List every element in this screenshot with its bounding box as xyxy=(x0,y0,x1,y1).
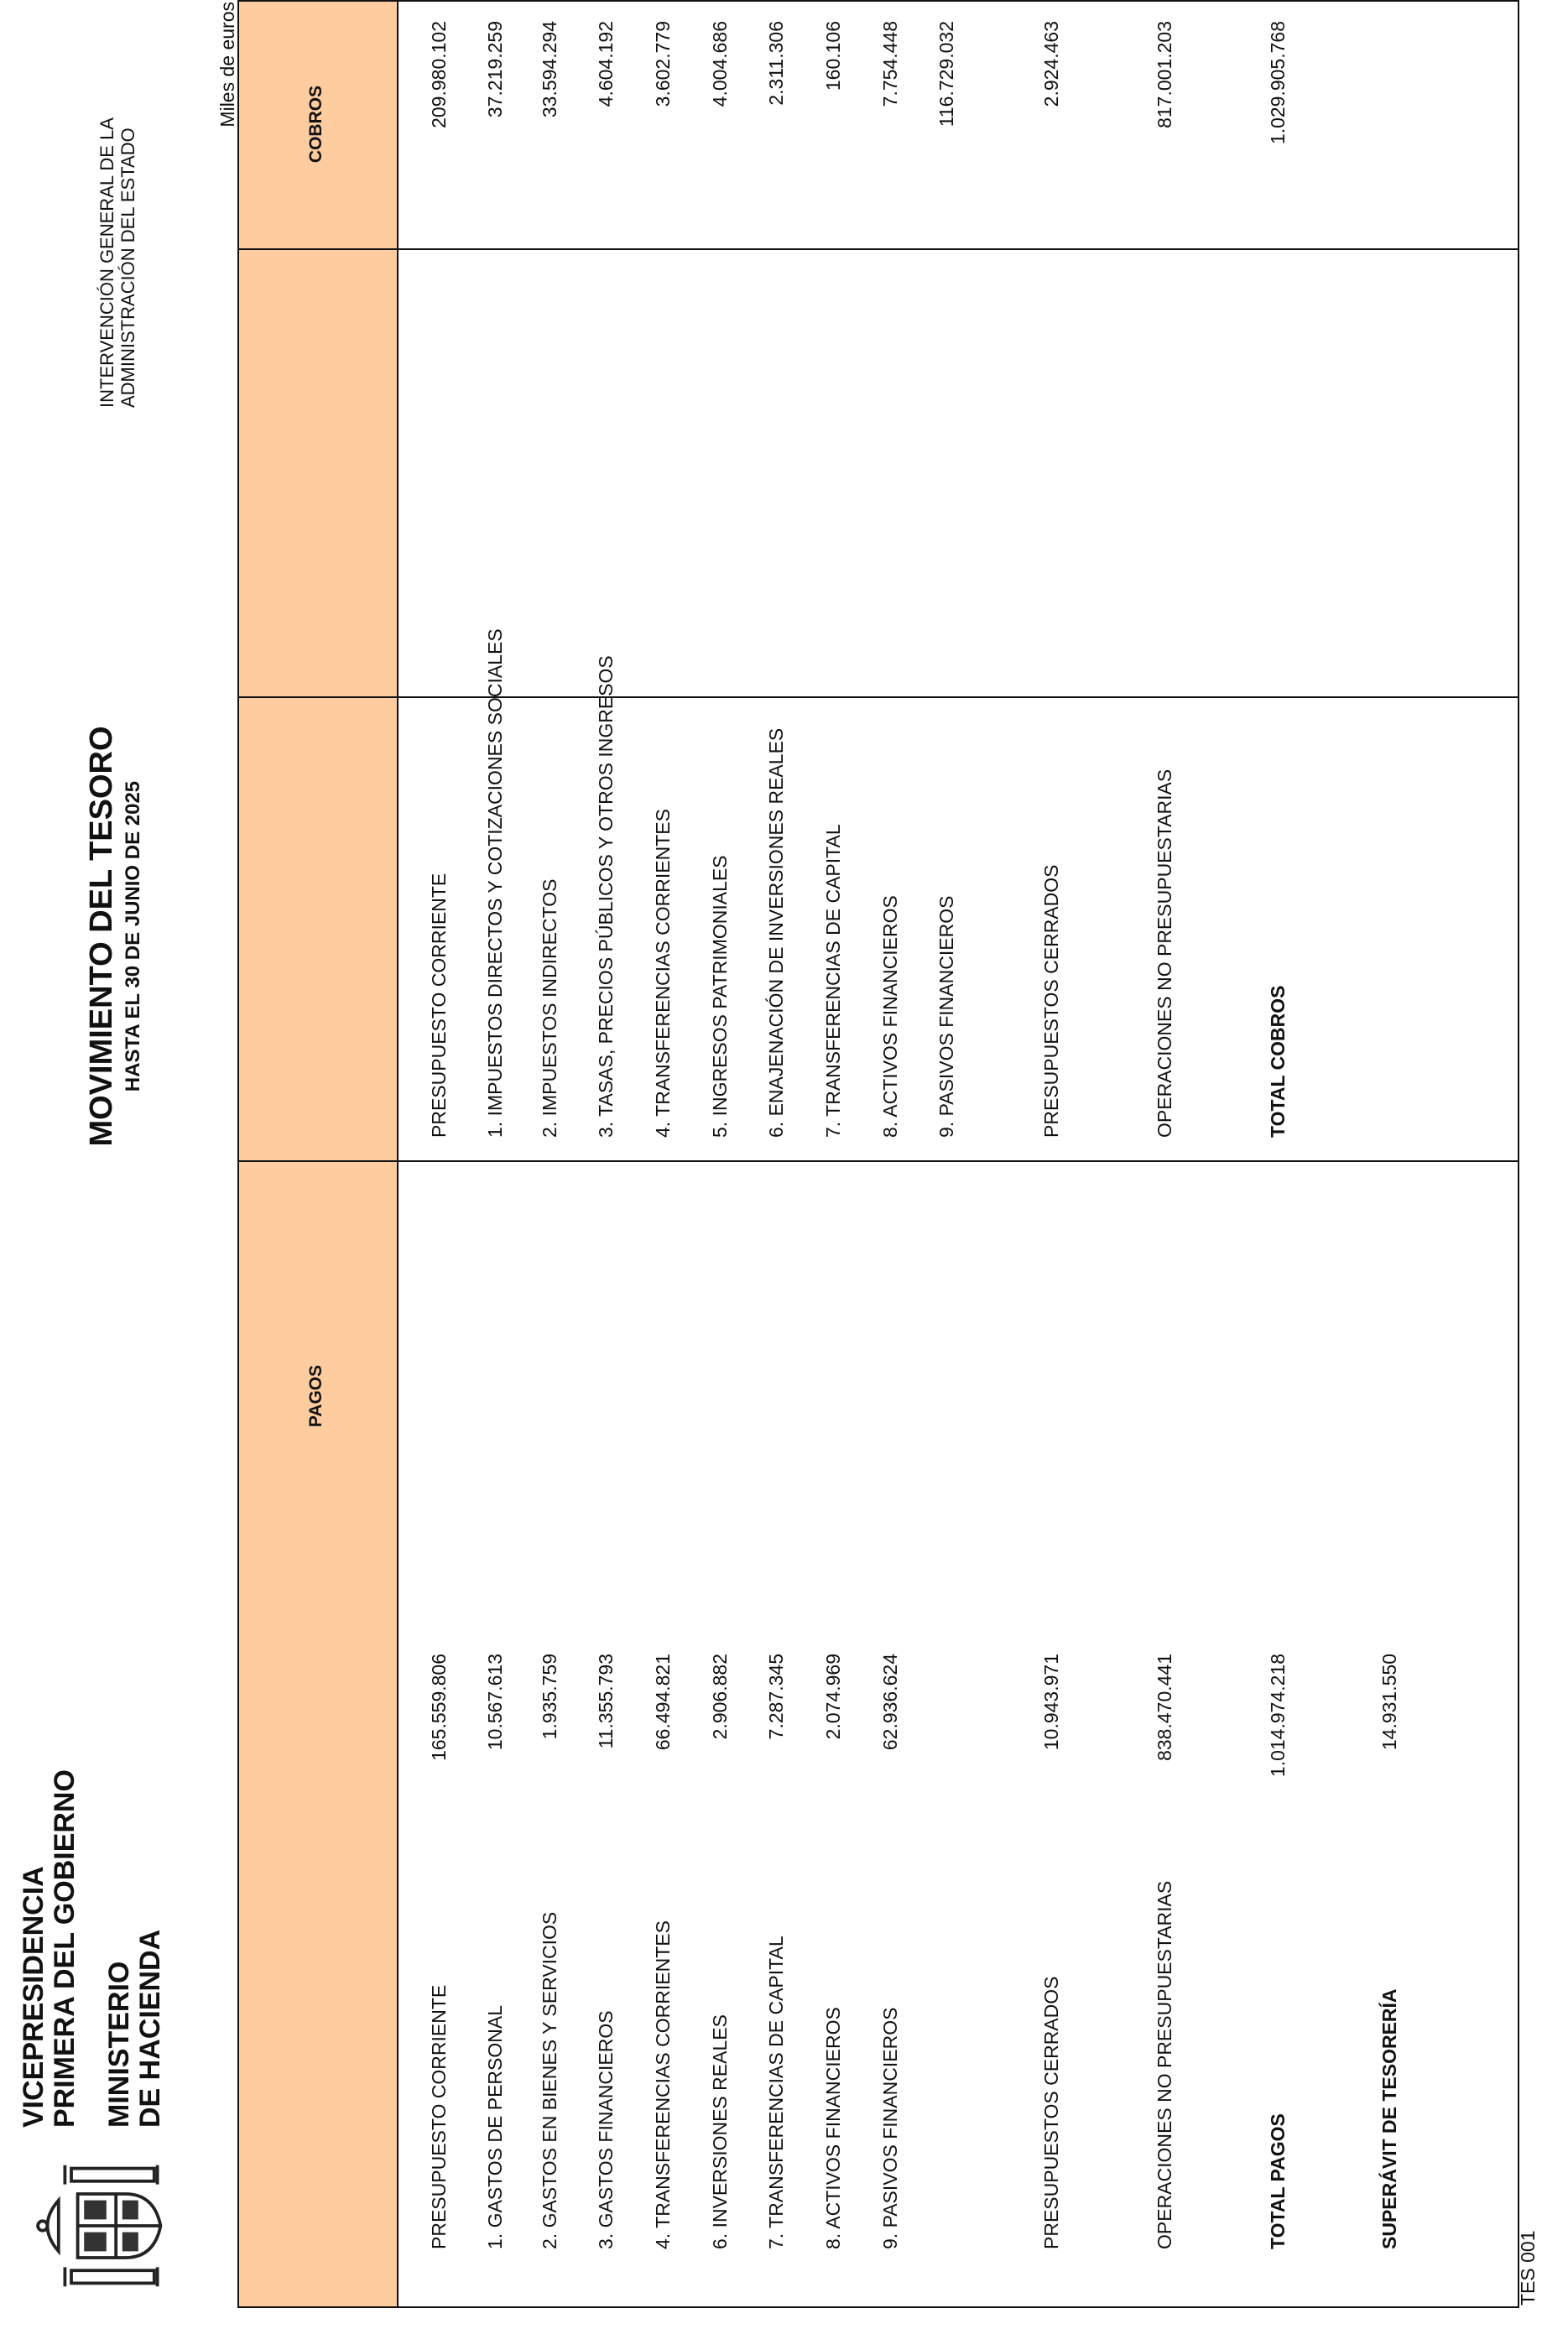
org-line-1: VICEPRESIDENCIA xyxy=(18,1866,49,2128)
vicepresidency-label xyxy=(18,1769,81,2128)
cobros-row-value: 817.001.203 xyxy=(1154,21,1175,128)
cobros-row-label: PRESUPUESTO CORRIENTE xyxy=(428,873,450,1138)
pagos-row-value: 11.355.793 xyxy=(595,1654,617,1749)
pagos-row-value: 7.287.345 xyxy=(765,1654,787,1740)
cobros-row-label: 6. ENAJENACIÓN DE INVERSIONES REALES xyxy=(765,727,787,1138)
cobros-row-value: 4.604.192 xyxy=(595,21,617,107)
table-header-band xyxy=(239,2,399,2306)
cobros-row-label: 9. PASIVOS FINANCIEROS xyxy=(935,895,957,1138)
pagos-row-value: 2.074.969 xyxy=(822,1654,844,1740)
ministry-line-1: MINISTERIO xyxy=(103,1961,135,2128)
cobros-row-label: PRESUPUESTOS CERRADOS xyxy=(1040,864,1062,1138)
pagos-row-value: 1.935.759 xyxy=(539,1654,560,1740)
pagos-header: PAGOS xyxy=(306,1364,326,1428)
column-divider xyxy=(239,696,1518,698)
cobros-row-value: 4.004.686 xyxy=(709,21,731,107)
cobros-row-value: 33.594.294 xyxy=(539,21,560,118)
cobros-row-value: 2.924.463 xyxy=(1040,21,1062,107)
cobros-row-value: 2.311.306 xyxy=(765,21,787,106)
pagos-row-value: 838.470.441 xyxy=(1154,1654,1175,1761)
pagos-row-label: PRESUPUESTO CORRIENTE xyxy=(428,1984,450,2249)
cobros-row-value: 37.219.259 xyxy=(484,21,506,118)
pagos-row-value: 10.943.971 xyxy=(1040,1654,1062,1751)
treasury-table xyxy=(237,0,1519,2308)
column-divider xyxy=(239,1160,1518,1162)
coat-of-arms-icon xyxy=(23,2146,183,2306)
units-label: Miles de euros xyxy=(216,2,238,128)
cobros-row-label: 1. IMPUESTOS DIRECTOS Y COTIZACIONES SOCIALES xyxy=(484,628,506,1138)
cobros-row-value: 116.729.032 xyxy=(935,21,957,128)
pagos-row-label: PRESUPUESTOS CERRADOS xyxy=(1040,1976,1062,2249)
pagos-row-value: 10.567.613 xyxy=(484,1654,506,1751)
superavit-value: 14.931.550 xyxy=(1378,1654,1400,1751)
superavit-label: SUPERÁVIT DE TESORERÍA xyxy=(1378,1988,1400,2249)
pagos-row-label: 6. INVERSIONES REALES xyxy=(709,2014,731,2249)
cobros-row-label: 4. TRANSFERENCIAS CORRIENTES xyxy=(652,809,674,1138)
pagos-row-label: 7. TRANSFERENCIAS DE CAPITAL xyxy=(765,1936,787,2249)
pagos-row-label: 1. GASTOS DE PERSONAL xyxy=(484,2004,506,2249)
igae-label xyxy=(96,117,138,408)
ministry-label xyxy=(104,1930,166,2128)
pagos-row-value: 62.936.624 xyxy=(879,1654,901,1751)
cobros-row-label: 8. ACTIVOS FINANCIEROS xyxy=(879,895,901,1138)
org-line-2: PRIMERA DEL GOBIERNO xyxy=(49,1769,81,2128)
pagos-row-label: 8. ACTIVOS FINANCIEROS xyxy=(822,2007,844,2249)
cobros-row-label: 5. INGRESOS PATRIMONIALES xyxy=(709,855,731,1138)
cobros-row-value: 3.602.779 xyxy=(652,21,674,107)
pagos-row-value: 165.559.806 xyxy=(428,1654,450,1761)
pagos-row-label: 2. GASTOS EN BIENES Y SERVICIOS xyxy=(539,1911,560,2249)
pagos-row-value: 2.906.882 xyxy=(709,1654,731,1740)
pagos-row-label: 4. TRANSFERENCIAS CORRIENTES xyxy=(652,1920,674,2249)
cobros-row-label: 7. TRANSFERENCIAS DE CAPITAL xyxy=(822,824,844,1138)
column-divider xyxy=(239,248,1518,250)
total-pagos-label: TOTAL PAGOS xyxy=(1267,2113,1289,2249)
ministry-line-2: DE HACIENDA xyxy=(134,1929,166,2128)
cobros-row-label: 2. IMPUESTOS INDIRECTOS xyxy=(539,878,560,1138)
igae-line-2: ADMINISTRACIÓN DEL ESTADO xyxy=(117,128,138,408)
cobros-row-value: 160.106 xyxy=(822,21,844,91)
pagos-row-value: 66.494.821 xyxy=(652,1654,674,1751)
total-pagos-value: 1.014.974.218 xyxy=(1267,1654,1289,1778)
total-cobros-label: TOTAL COBROS xyxy=(1267,985,1289,1138)
igae-line-1: INTERVENCIÓN GENERAL DE LA xyxy=(96,117,117,408)
document-subtitle: HASTA EL 30 DE JUNIO DE 2025 xyxy=(122,780,144,1092)
pagos-row-label: 9. PASIVOS FINANCIEROS xyxy=(879,2007,901,2249)
cobros-row-label: OPERACIONES NO PRESUPUESTARIAS xyxy=(1154,769,1175,1138)
document-title: MOVIMIENTO DEL TESORO xyxy=(84,726,119,1147)
document-code: TES 001 xyxy=(1517,2230,1539,2306)
pagos-row-label: OPERACIONES NO PRESUPUESTARIAS xyxy=(1154,1880,1175,2249)
total-cobros-value: 1.029.905.768 xyxy=(1267,21,1289,145)
cobros-row-value: 7.754.448 xyxy=(879,21,901,107)
pagos-row-label: 3. GASTOS FINANCIEROS xyxy=(595,2010,617,2249)
cobros-header: COBROS xyxy=(306,85,326,164)
cobros-row-value: 209.980.102 xyxy=(428,21,450,128)
cobros-row-label: 3. TASAS, PRECIOS PÚBLICOS Y OTROS INGRESOS xyxy=(595,655,617,1138)
